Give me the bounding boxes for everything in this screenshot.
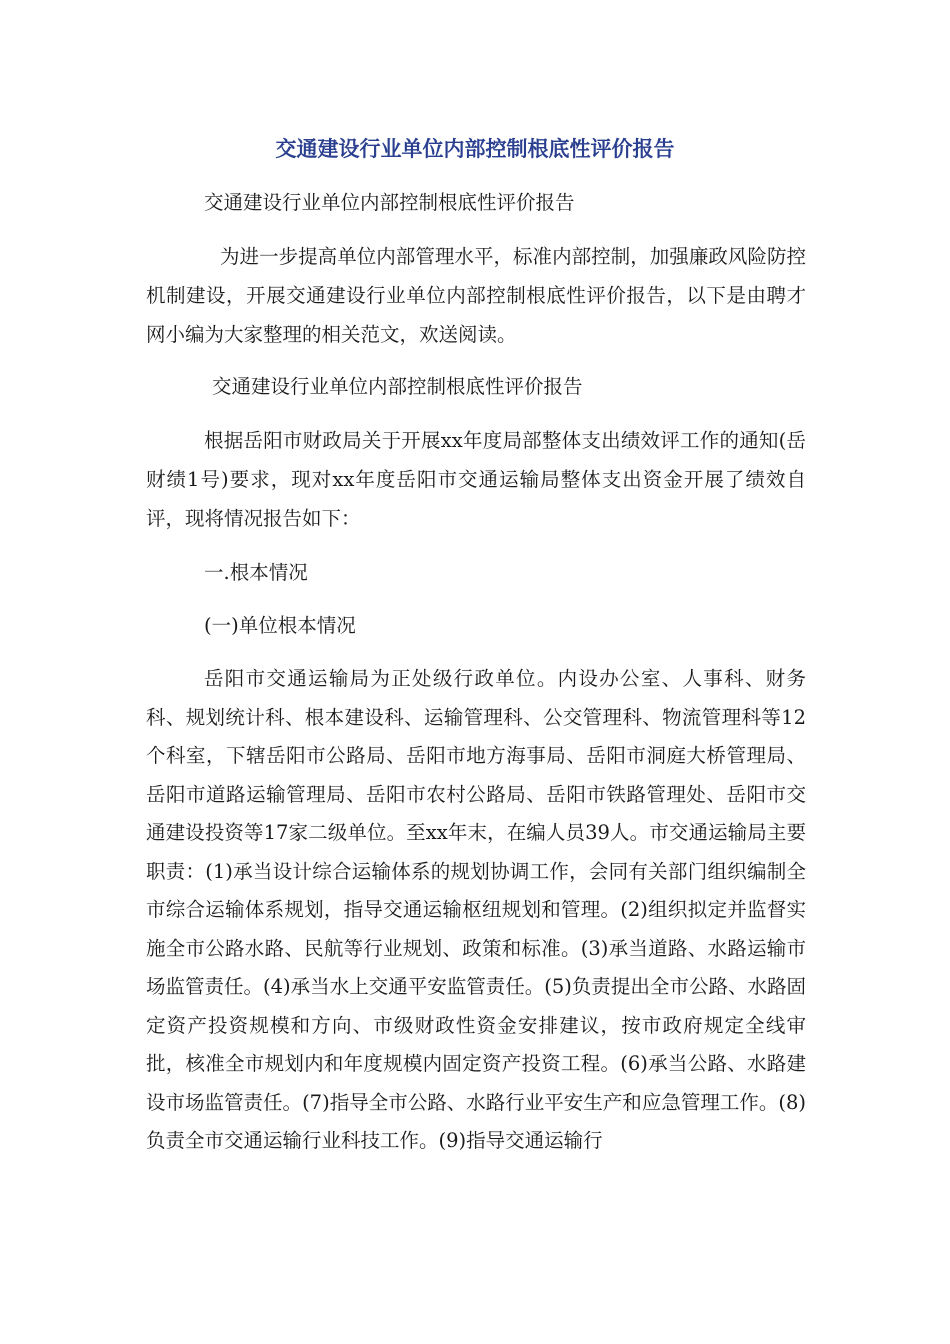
intro-paragraph: 为进一步提高单位内部管理水平，标准内部控制，加强廉政风险防控机制建设，开展交通建设行业单位内部控制根底性评价报告，以下是由聘才网小编为大家整理的相关范文，欢送阅读。 [146, 245, 806, 346]
document-title: 交通建设行业单位内部控制根底性评价报告 [275, 137, 675, 161]
subsection-heading-unit-situation: (一)单位根本情况 [204, 614, 356, 637]
basis-paragraph: 根据岳阳市财政局关于开展xx年度局部整体支出绩效评工作的通知(岳财绩1号)要求，现对xx年度岳阳市交通运输局整体支出资金开展了绩效自评，现将情况报告如下： [146, 429, 806, 530]
section-heading-basic-situation: 一.根本情况 [204, 561, 308, 584]
subtitle-repeat-paragraph: 交通建设行业单位内部控制根底性评价报告 [212, 375, 583, 398]
unit-situation-paragraph: 岳阳市交通运输局为正处级行政单位。内设办公室、人事科、财务科、规划统计科、根本建设科、运输管理科、公交管理科、物流管理科等12个科室，下辖岳阳市公路局、岳阳市地方海事局、岳阳市洞庭大桥管理局、岳阳市道路运输管理局、岳阳市农村公路局、岳阳市铁路管理处、岳阳市交通建设投资等17家二级单位。至xx年末，在编人员39人。市交通运输局主要职责：(1)承当设计综合运输体系的规划协调工作，会同有关部门组织编制全市综合运输体系规划，指导交通运输枢纽规划和管理。(2)组织拟定并监督实施全市公路水路、民航等行业规划、政策和标准。(3)承当道路、水路运输市场监管责任。(4)承当水上交通平安监管责任。(5)负责提出全市公路、水路固定资产投资规模和方向、市级财政性资金安排建议，按市政府规定全线审批，核准全市规划内和年度规模内固定资产投资工程。(6)承当公路、水路建设市场监管责任。(7)指导全市公路、水路行业平安生产和应急管理工作。(8)负责全市交通运输行业科技工作。(9)指导交通运输行 [146, 667, 806, 1152]
subtitle-paragraph: 交通建设行业单位内部控制根底性评价报告 [204, 191, 575, 214]
